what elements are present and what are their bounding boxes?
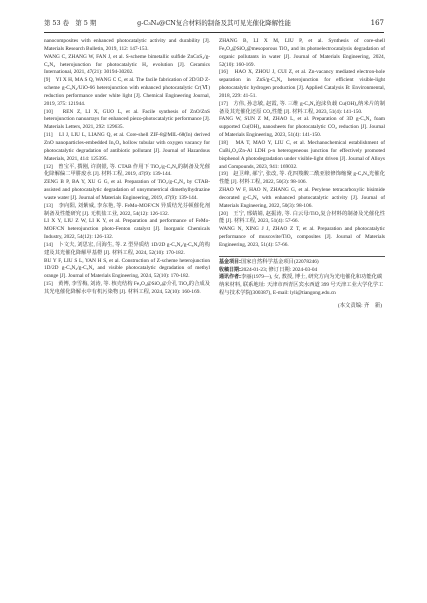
article-short-title: g-C₃N₄@CN复合材料的制备及其可见光催化降解性能 [137, 19, 291, 27]
reference-text: LI X Y, LIU Z W, LI K Y, et al. Preparation and performance of FeMo-MOF/CN heterojunction photo-Fenton catalyst [J]. Inorganic Chemicals Industry, 2022, 54(12): 126-132. [44, 218, 210, 241]
footnote [219, 274, 385, 298]
reference-entry [219, 171, 385, 187]
reference-entry [219, 69, 385, 100]
reference-entry [219, 116, 385, 140]
reference-entry [219, 211, 385, 227]
reference-text: [17] 方伟, 孙志敏, 赵霞, 等. 三维 g-C₃N₄泡沫负载 Cu(OH)₂纳米片的制备及其光催化还原 CO₂性能 [J]. 材料工程, 2023, 51(4): 141-150. [219, 100, 385, 115]
reference-entry [44, 38, 210, 54]
reference-text: [11] LI J, LIU L, LIANG Q, et al. Core-shell ZIF-8@MIL-68(In) derived ZnO nanoparticles-embedded In₂O₃ hollow tubular with oxygen vacancy for photocatalytic degradation of antibiotic pollutant [J]. Journal of Hazardous Materials, 2021, 414: 125395. [44, 132, 210, 162]
reference-entry [44, 179, 210, 203]
reference-entry [44, 54, 210, 78]
reference-text: [10] REN Z, LI X, GUO L, et al. Facile synthesis of ZnO/ZnS heterojunction nanoarrays for enhanced piezo-photocatalytic performance [J]. Materials Letters, 2021, 292: 129635. [44, 108, 210, 131]
reference-text: [14] 卜文夫, 刘思宏, 闫海生, 等. Z 型异质结 1D/2D g-C₃N₄/g-C₃N₄的构建及其光催化降解甲基橙 [J]. 材料工程, 2024, 52(10): 170-182. [44, 241, 210, 256]
footnote-label: 基金项目: [219, 258, 241, 265]
reference-text: [12] 曾宝平, 撰刚, 许润银, 等. CTAB 作用下 TiO₂/g-C₃N₄的制备及光催化降解偏二甲肼废水 [J]. 材料工程, 2019, 47(9): 139-144. [44, 163, 210, 178]
footnote-label: 通讯作者: [219, 274, 241, 281]
reference-entry [44, 258, 210, 282]
footnote [219, 259, 385, 267]
reference-text: nanocomposites with enhanced photocatalytic activity and durability [J]. Materials Research Bulletin, 2019, 112: 147-153. [44, 38, 210, 52]
reference-text: [9] YI X H, MA S Q, WANG C C, et al. The facile fabrication of 2D/3D Z-scheme g-C₃N₄/UiO-66 heterojunction with enhanced photocatalytic Cr(Ⅵ) reduction performance under white light [J]. Chemical Engineering Journal, 2019, 375: 121944. [44, 77, 210, 107]
footnote-label: 收稿日期: [219, 266, 241, 273]
article-footnotes [219, 256, 385, 298]
reference-text: ZHAO W F, HAO N, ZHANG G, et al. Perylene tetracarboxylic bisimide decorated g-C₃N₄ with enhanced photocatalytic activity [J]. Journal of Materials Engineering, 2022, 50(3): 98-106. [219, 187, 385, 209]
reference-text: [20] 王宁, 邢婧婧, 赵振涛, 等. 白云母/TiO₂复合材料的制备及光催化性能 [J]. 材料工程, 2023, 51(4): 57-66. [219, 210, 385, 225]
reference-text: WANG C, ZHANG W, FAN J, et al. S-scheme bimetallic sulfide ZnCoS₄/g-C₃N₄ heterojunction for photocatalytic H₂ evolution [J]. Ceramics International, 2021, 47(21): 30194-30202. [44, 53, 210, 76]
reference-entry [44, 132, 210, 163]
reference-text: [15] 黄博, 李雪梅, 刘涛, 等. 核壳结构 Fe₃O₄@SiO₂@介孔 TiO₂的合成及其光电催化降解水中有机污染物 [J]. 材料工程, 2024, 52(10): 160-169. [44, 281, 210, 295]
reference-text: ZENG B P, BA Y, XU G G, et al. Preparation of TiO₂/g-C₃N₄ by CTAB-assisted and photocatalytic degradation of unsymmetrical dimethylhydrazine waste water [J]. Journal of Materials Engineering, 2019, 47(9): 139-144. [44, 179, 210, 201]
reference-entry [219, 101, 385, 117]
reference-text: BU Y F, LIU S L, YAN H S, et al. Construction of Z-scheme heterojunction 1D/2D g-C₃N₄/g-C₃N₄ and visible photocatalytic degradation of methyl orange [J]. Journal of Materials Engineering, 2024, 52(10): 170-182. [44, 257, 210, 280]
reference-entry [44, 281, 210, 297]
footnote-text: 国家自然科学基金项目(22078246) [241, 258, 319, 265]
footnote-text: 2024-01-23; 修订日期: 2024-03-04 [241, 266, 318, 273]
reference-entry [44, 242, 210, 258]
reference-text: ZHANG B, LI X M, LIU P, et al. Synthesis of core-shell Fe₃O₄@SiO₂@mesoporous TiO₂ and its photoelectrocatalysis degradation of organic pollutants in water [J]. Journal of Materials Engineering, 2024, 52(10): 160-169. [219, 38, 385, 68]
reference-entry [44, 164, 210, 180]
right-column [219, 38, 385, 311]
responsible-editor: (本文责编: 齐 新) [337, 303, 382, 309]
reference-text: [18] MA T, MAO Y, LIU C, et al. Mechanochemical establishment of CuBi₂O₄/Zn-Al LDH p-n heterogeneous junction for effectively promoted bisphenol A photodegradation under visible-light driven [J]. Journal of Alloys and Compounds, 2023, 941: 169032. [219, 139, 385, 170]
reference-text: [13] 李向阳, 刘紫威, 李东艳, 等. FeMo-MOF/CN 异质结光芬顿催化剂制备及性能研究 [J]. 无机盐工业, 2022, 54(12): 126-132. [44, 202, 210, 217]
journal-volume-issue: 第 53 卷 第 5 期 [44, 19, 97, 27]
reference-entry [44, 218, 210, 242]
reference-entry [219, 38, 385, 69]
reference-text: WANG N, XING J J, ZHAO Z T, et al. Preparation and photocatalytic performance of muscovite/TiO₂ composites [J]. Journal of Materials Engineering, 2023, 51(4): 57-66. [219, 226, 385, 248]
footnote-text: 李丽(1979—), 女, 教授, 博士, 研究方向为光电催化和功能化碳纳米材料, 联系地址: 天津市西青区宾水西道 399 号天津工业大学化学工程与技术学院(300387), E-mail: lyli@tiangong.edu.cn [219, 274, 384, 297]
reference-text: [16] HAO X, ZHOU J, CUI Z, et al. Zn-vacancy mediated electron-hole separation in ZnS/g-C₃N₄ heterojunction for efficient visible-light photocatalytic hydrogen production [J]. Applied Catalysis B: Environmental, 2018, 229: 41-51. [219, 69, 385, 99]
reference-text: FANG W, SUN Z M, ZHAO L, et al. Preparation of 3D g-C₃N₄ foam supported Cu(OH)₂ nanosheets for photocatalytic CO₂ reduction [J]. Journal of Materials Engineering, 2023, 51(4): 141-150. [219, 116, 385, 139]
reference-list-right-column [219, 38, 385, 250]
reference-entry [44, 109, 210, 133]
reference-list-left-column [44, 38, 210, 297]
reference-entry [44, 77, 210, 108]
reference-entry [44, 203, 210, 219]
reference-entry [219, 226, 385, 250]
reference-text: [19] 赵卫峰, 郝宁, 张改, 等. 花四羧酸二酰亚胺修饰缩聚 g-C₃N₄光催化性能 [J]. 材料工程, 2022, 50(3): 98-106. [219, 171, 385, 186]
page-number: 167 [370, 19, 384, 27]
reference-entry [219, 140, 385, 171]
reference-entry [219, 187, 385, 211]
running-header [44, 14, 384, 33]
